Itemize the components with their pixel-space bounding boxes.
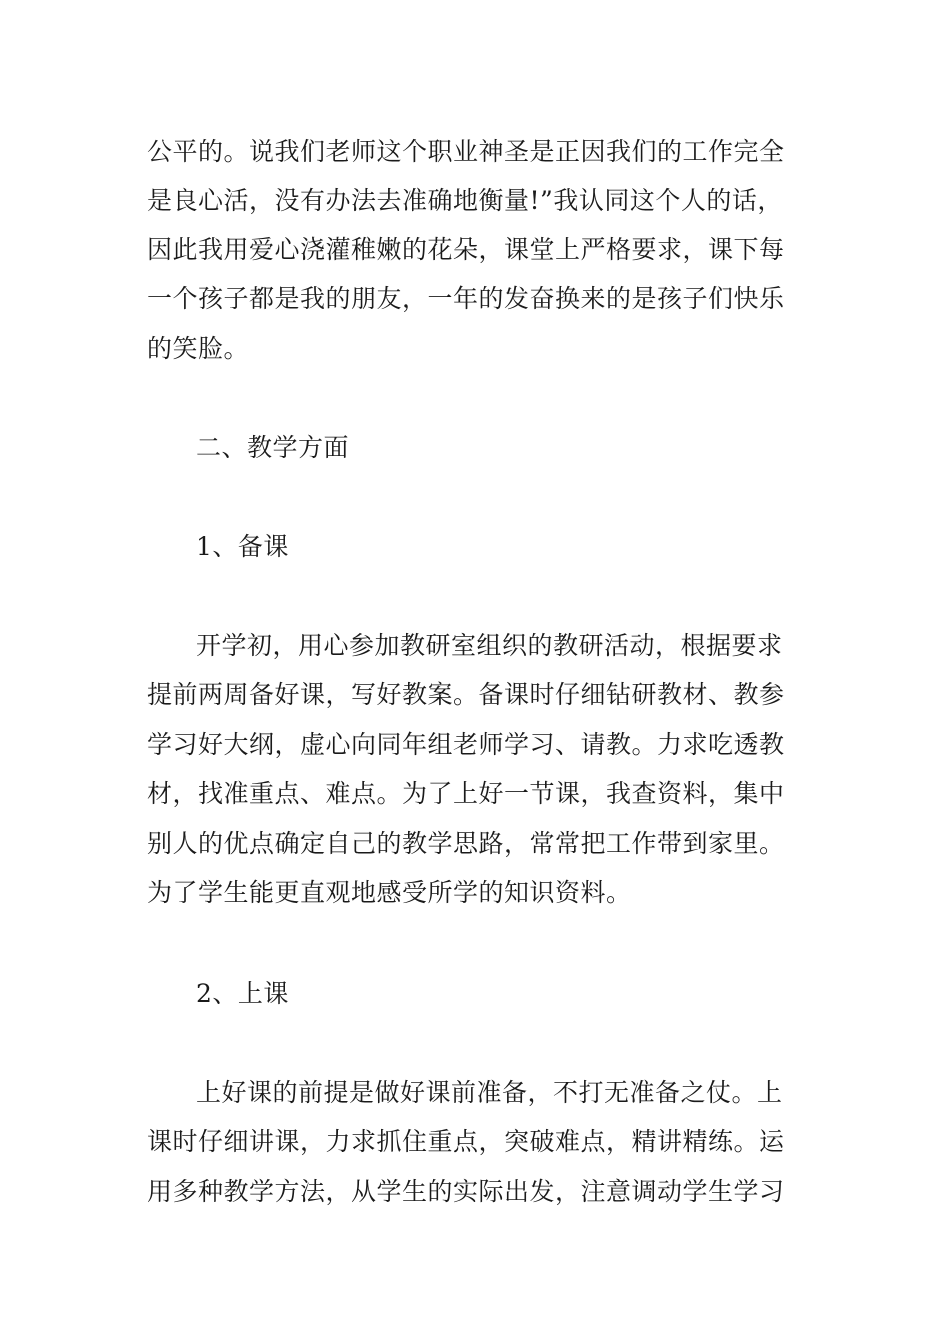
- paragraph-line: 用多种教学方法，从学生的实际出发，注意调动学生学习: [147, 1177, 785, 1206]
- paragraph-line: 上好课的前提是做好课前准备，不打无准备之仗。上: [196, 1078, 783, 1107]
- subsection-heading-prep: 1、备课: [196, 532, 289, 561]
- paragraph-line: 提前两周备好课，写好教案。备课时仔细钻研教材、教参: [147, 680, 785, 709]
- paragraph-line: 别人的优点确定自己的教学思路，常常把工作带到家里。: [147, 829, 785, 858]
- paragraph-line: 的笑脸。: [147, 334, 250, 363]
- section-heading: 二、教学方面: [196, 433, 350, 462]
- paragraph-line: 开学初，用心参加教研室组织的教研活动，根据要求: [196, 631, 783, 660]
- paragraph-line: 是良心活，没有办法去准确地衡量!”我认同这个人的话，: [147, 186, 783, 215]
- paragraph-line: 一个孩子都是我的朋友，一年的发奋换来的是孩子们快乐: [147, 284, 785, 313]
- paragraph-line: 为了学生能更直观地感受所学的知识资料。: [147, 878, 632, 907]
- paragraph-line: 材，找准重点、难点。为了上好一节课，我查资料，集中: [147, 779, 785, 808]
- subsection-heading-class: 2、上课: [196, 979, 289, 1008]
- paragraph-line: 公平的。说我们老师这个职业神圣是正因我们的工作完全: [147, 137, 785, 166]
- paragraph-line: 学习好大纲，虚心向同年组老师学习、请教。力求吃透教: [147, 730, 785, 759]
- paragraph-line: 课时仔细讲课，力求抓住重点，突破难点，精讲精练。运: [147, 1127, 785, 1156]
- paragraph-line: 因此我用爱心浇灌稚嫩的花朵，课堂上严格要求，课下每: [147, 235, 785, 264]
